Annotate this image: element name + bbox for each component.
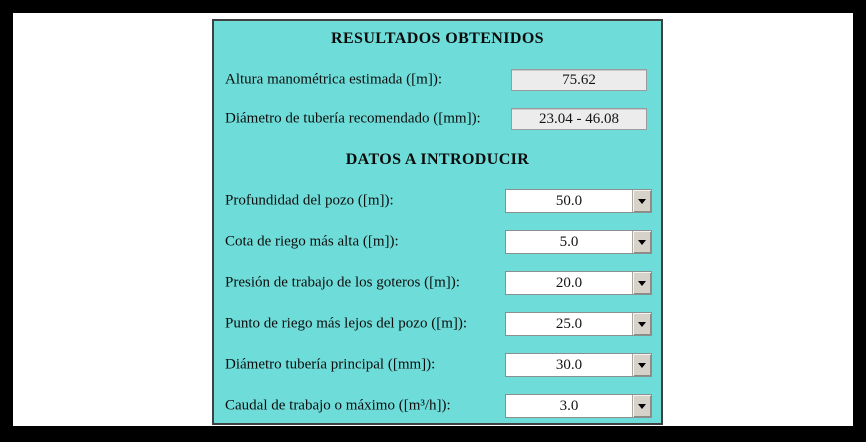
- dropdown-button-caudal[interactable]: [632, 395, 651, 417]
- dropdown-punto-riego[interactable]: [505, 312, 652, 336]
- dropdown-value-caudal[interactable]: 3.0: [506, 395, 632, 417]
- dropdown-button-profundidad[interactable]: [632, 190, 651, 212]
- result-field-diametro: [511, 108, 647, 130]
- dropdown-diametro-tuberia[interactable]: [505, 353, 652, 377]
- input-row-diametro-tuberia: [214, 352, 661, 378]
- dropdown-presion-goteros[interactable]: [505, 271, 652, 295]
- input-label-punto: Punto de riego más lejos del pozo ([m]):: [225, 315, 468, 332]
- dropdown-value-profundidad[interactable]: 50.0: [506, 190, 632, 212]
- result-label-altura: Altura manométrica estimada ([m]):: [225, 71, 442, 88]
- input-label-caudal: Caudal de trabajo o máximo ([m³/h]):: [225, 397, 451, 414]
- result-field-altura: [511, 69, 647, 91]
- dropdown-button-cota[interactable]: [632, 231, 651, 253]
- dropdown-value-diametro-tuberia[interactable]: 30.0: [506, 354, 632, 376]
- result-row-altura: [214, 67, 661, 93]
- dropdown-caudal-trabajo[interactable]: [505, 394, 652, 418]
- dropdown-cota-riego[interactable]: [505, 230, 652, 254]
- chevron-down-icon: [638, 404, 646, 409]
- dropdown-button-punto[interactable]: [632, 313, 651, 335]
- dropdown-value-punto[interactable]: 25.0: [506, 313, 632, 335]
- dropdown-value-cota[interactable]: 5.0: [506, 231, 632, 253]
- result-row-diametro: [214, 106, 661, 132]
- page-background: [13, 13, 853, 426]
- input-row-cota: [214, 229, 661, 255]
- result-value-altura: 75.62: [562, 71, 596, 88]
- chevron-down-icon: [638, 199, 646, 204]
- input-label-diametro-tuberia: Diámetro tubería principal ([mm]):: [225, 356, 436, 373]
- input-row-punto: [214, 311, 661, 337]
- input-row-caudal: [214, 393, 661, 419]
- input-label-presion: Presión de trabajo de los goteros ([m]):: [225, 274, 460, 291]
- chevron-down-icon: [638, 322, 646, 327]
- irrigation-calculator-panel: [212, 19, 663, 425]
- chevron-down-icon: [638, 363, 646, 368]
- input-label-cota: Cota de riego más alta ([m]):: [225, 233, 399, 250]
- results-section-title: RESULTADOS OBTENIDOS: [331, 30, 544, 47]
- result-value-diametro: 23.04 - 46.08: [539, 110, 619, 127]
- chevron-down-icon: [638, 240, 646, 245]
- input-row-presion: [214, 270, 661, 296]
- dropdown-value-presion[interactable]: 20.0: [506, 272, 632, 294]
- input-row-profundidad: [214, 188, 661, 214]
- dropdown-profundidad-pozo[interactable]: [505, 189, 652, 213]
- dropdown-button-presion[interactable]: [632, 272, 651, 294]
- dropdown-button-diametro-tuberia[interactable]: [632, 354, 651, 376]
- result-label-diametro: Diámetro de tubería recomendado ([mm]):: [225, 110, 481, 127]
- input-label-profundidad: Profundidad del pozo ([m]):: [225, 192, 394, 209]
- inputs-section-title: DATOS A INTRODUCIR: [345, 151, 530, 168]
- chevron-down-icon: [638, 281, 646, 286]
